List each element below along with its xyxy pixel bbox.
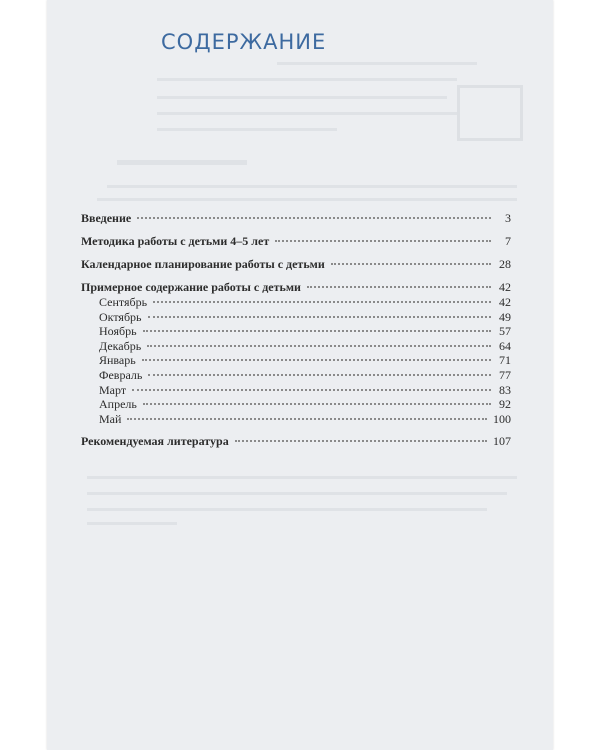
dot-leader <box>275 239 491 242</box>
toc-subentry-page: 77 <box>499 367 511 382</box>
dot-leader <box>147 344 491 347</box>
bleed-through <box>277 62 477 65</box>
toc-subentry[interactable] <box>81 324 511 339</box>
toc-entry-label: Методика работы с детьми 4–5 лет <box>81 234 270 248</box>
dot-leader <box>153 300 491 303</box>
toc-entry-page: 7 <box>505 234 511 248</box>
bleed-through <box>87 476 517 479</box>
dot-leader <box>235 439 487 442</box>
toc-subentry-label: Сентябрь <box>99 295 148 309</box>
dot-leader <box>331 262 491 265</box>
dot-leader <box>142 358 491 361</box>
toc-subentry-label: Февраль <box>99 367 143 382</box>
dot-leader <box>127 417 487 420</box>
bleed-through <box>157 128 337 131</box>
toc-subentry-label: Январь <box>99 353 136 368</box>
bleed-through <box>87 492 507 495</box>
bleed-through <box>117 160 247 165</box>
toc-subentry-label: Ноябрь <box>99 324 137 339</box>
bleed-through <box>157 112 457 115</box>
toc-subentry-label: Декабрь <box>99 338 142 353</box>
toc-subentry[interactable] <box>81 368 511 383</box>
bleed-through <box>157 78 457 81</box>
bleed-through <box>457 85 523 141</box>
toc-entry-label: Рекомендуемая литература <box>81 434 229 449</box>
toc-entry[interactable] <box>81 257 511 272</box>
toc-entry-page: 28 <box>499 257 511 271</box>
toc-entry-label: Примерное содержание работы с детьми <box>81 280 301 294</box>
toc-subentry-page: 49 <box>499 309 511 324</box>
toc-subentry[interactable] <box>81 412 511 427</box>
bleed-through <box>97 198 517 201</box>
dot-leader <box>143 402 491 405</box>
dot-leader <box>143 329 491 332</box>
dot-leader <box>148 315 491 318</box>
dot-leader <box>307 285 491 288</box>
toc-subentry[interactable] <box>81 383 511 398</box>
toc-subentry-page: 71 <box>499 353 511 368</box>
table-of-contents <box>81 211 511 449</box>
toc-subentry[interactable] <box>81 397 511 412</box>
toc-subentry[interactable] <box>81 353 511 368</box>
toc-entry[interactable] <box>81 234 511 249</box>
toc-entry-label: Календарное планирование работы с детьми <box>81 257 325 271</box>
toc-entry-page: 107 <box>493 434 511 449</box>
toc-subentry-label: Март <box>99 382 127 397</box>
toc-subentry-page: 83 <box>499 382 511 397</box>
book-page <box>47 0 553 750</box>
toc-subentry[interactable] <box>81 339 511 354</box>
toc-entry[interactable] <box>81 211 511 226</box>
toc-subentry-page: 42 <box>499 295 511 309</box>
dot-leader <box>132 388 491 391</box>
bleed-through <box>87 522 177 525</box>
toc-subentry-label: Октябрь <box>99 309 142 324</box>
toc-subentry-label: Май <box>99 411 122 426</box>
toc-entry-page: 3 <box>505 211 511 225</box>
toc-entry[interactable] <box>81 434 511 449</box>
toc-subentry-page: 57 <box>499 324 511 339</box>
toc-entry[interactable] <box>81 280 511 295</box>
toc-subentry-label: Апрель <box>99 397 137 412</box>
toc-subentry[interactable] <box>81 310 511 325</box>
page-title: СОДЕРЖАНИЕ <box>161 30 327 54</box>
toc-entry-label: Введение <box>81 211 132 225</box>
toc-subentry[interactable] <box>81 295 511 310</box>
dot-leader <box>148 373 491 376</box>
toc-entry-page: 42 <box>499 280 511 294</box>
dot-leader <box>137 216 491 219</box>
toc-subentry-page: 92 <box>499 397 511 412</box>
bleed-through <box>87 508 487 511</box>
toc-subentry-page: 100 <box>493 411 511 426</box>
bleed-through <box>157 96 447 99</box>
toc-subentry-page: 64 <box>499 338 511 353</box>
bleed-through <box>107 185 517 188</box>
